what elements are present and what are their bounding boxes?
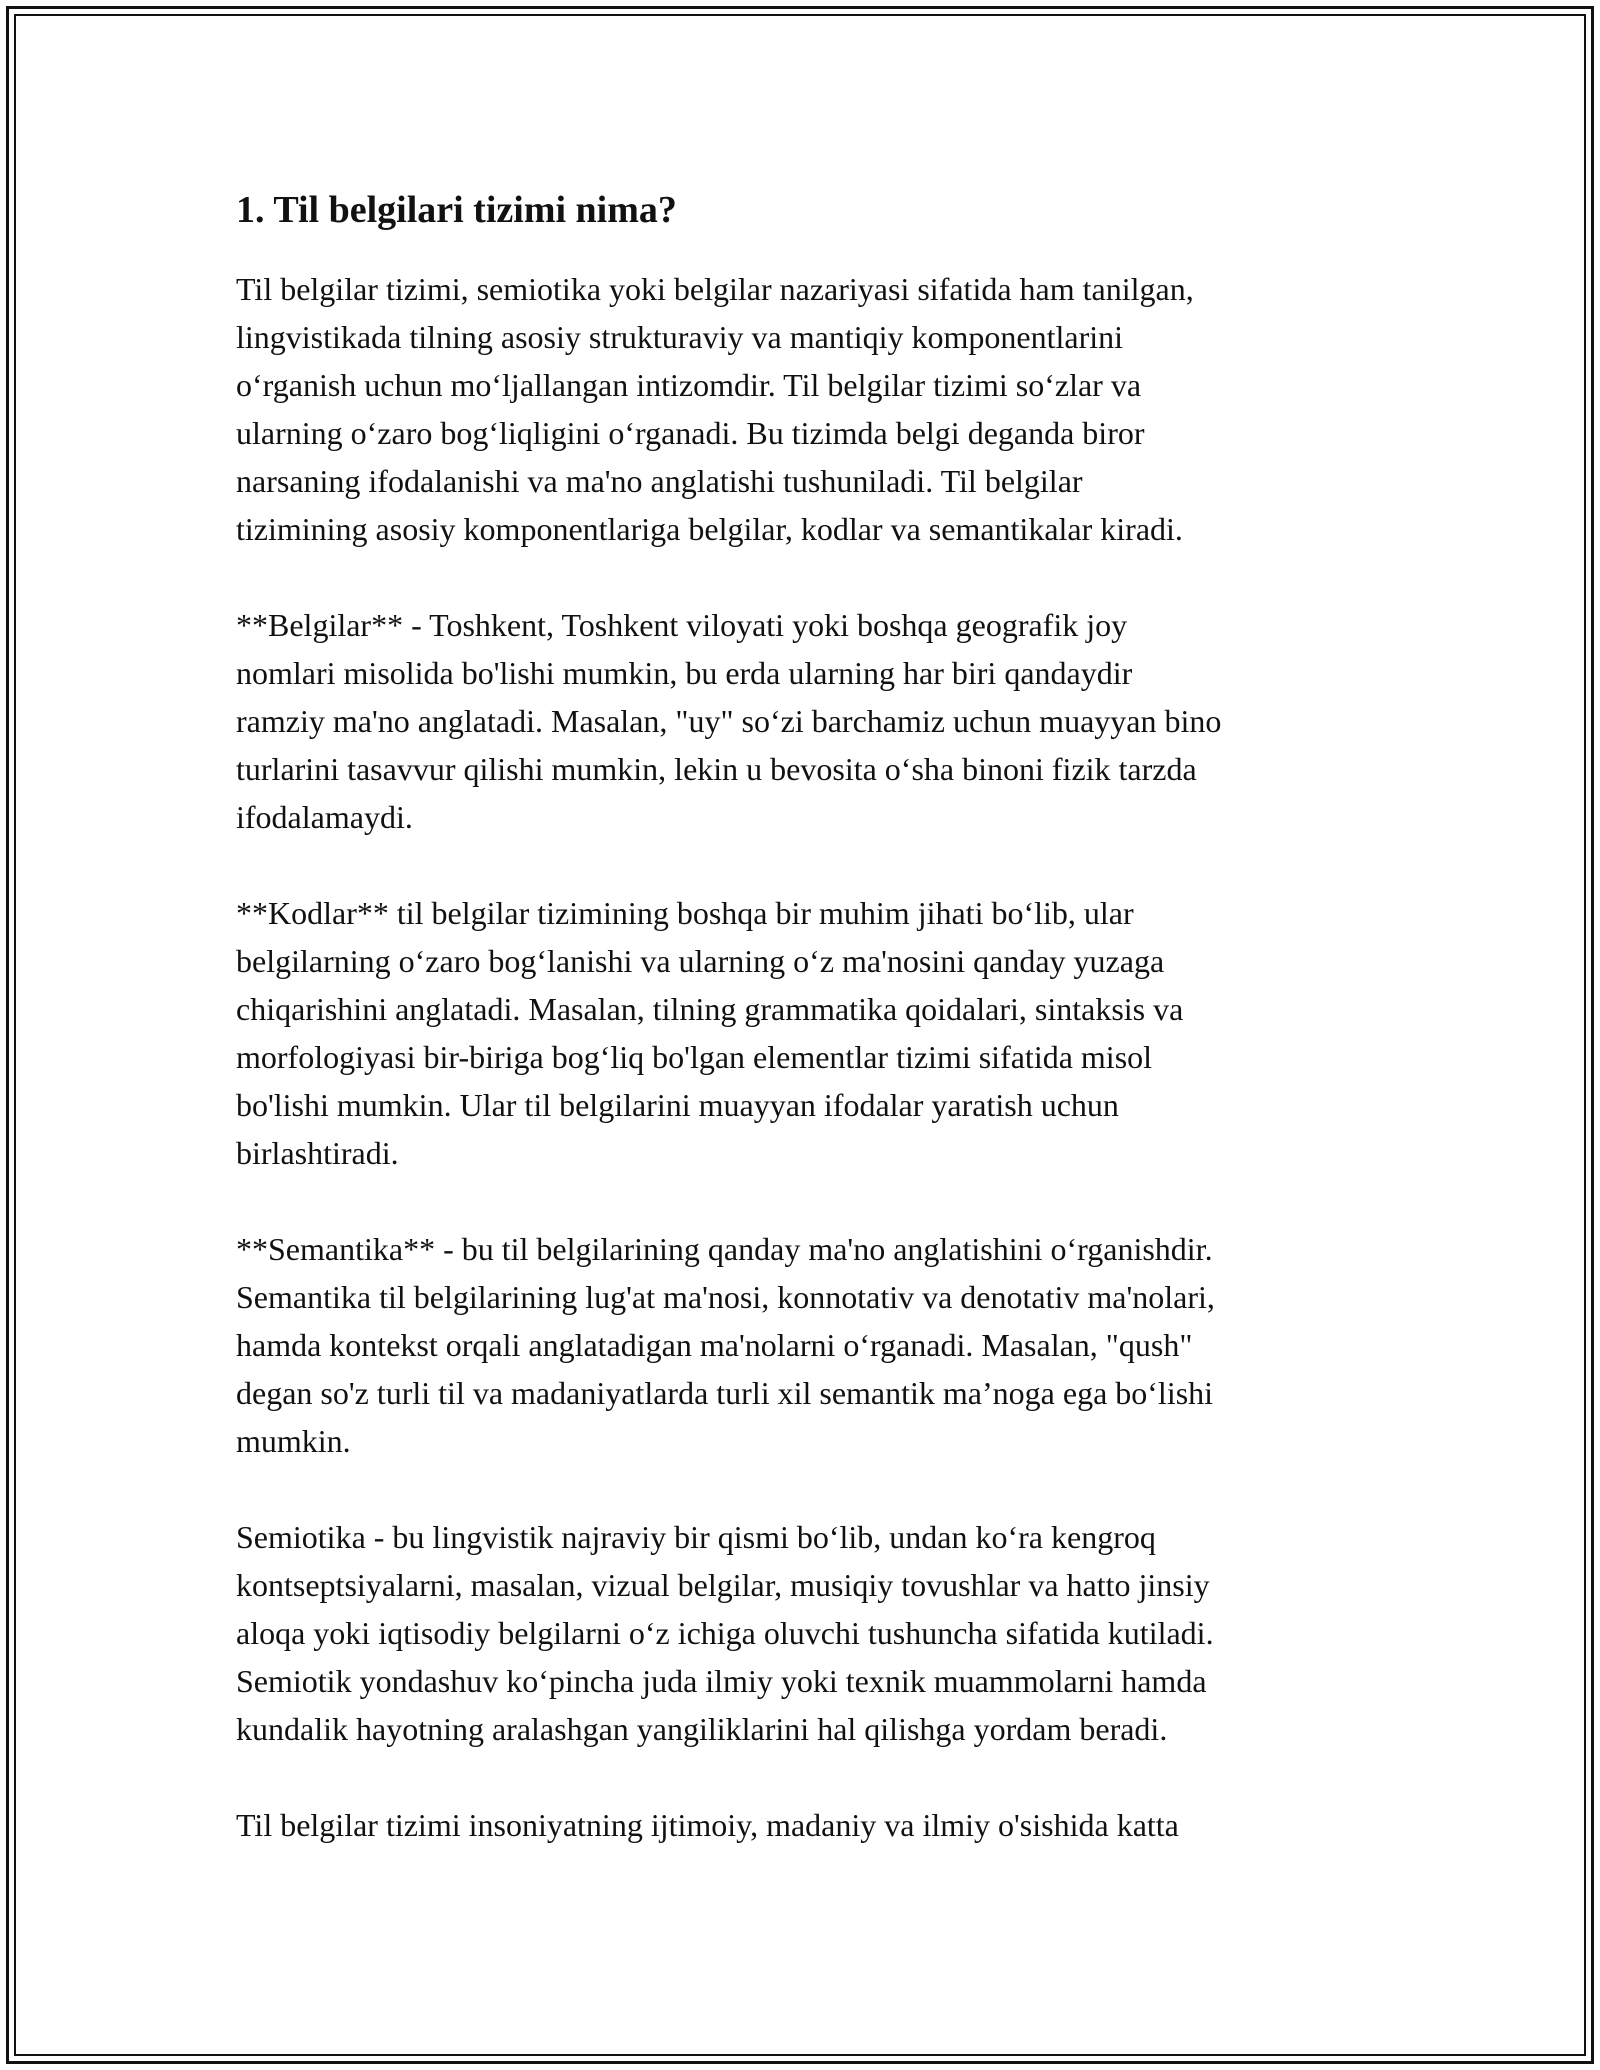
paragraph-semiotika	[236, 1513, 1386, 1753]
text-line: turlarini tasavvur qilishi mumkin, lekin u bevosita o‘sha binoni fizik tarzda	[236, 751, 1197, 788]
text-line: kontseptsiyalarni, masalan, vizual belgilar, musiqiy tovushlar va hatto jinsiy	[236, 1567, 1210, 1604]
paragraph-belgilar	[236, 601, 1386, 841]
text-line: narsaning ifodalanishi va ma'no anglatishi tushuniladi. Til belgilar	[236, 463, 1083, 500]
text-line: Semiotika - bu lingvistik najraviy bir qismi bo‘lib, undan ko‘ra kengroq	[236, 1519, 1156, 1556]
document-page	[236, 186, 1386, 1897]
text-line: ifodalamaydi.	[236, 799, 413, 836]
text-line: aloqa yoki iqtisodiy belgilarni o‘z ichiga oluvchi tushuncha sifatida kutiladi.	[236, 1615, 1214, 1652]
paragraph-intro	[236, 265, 1386, 553]
section-heading: 1. Til belgilari tizimi nima?	[236, 189, 677, 231]
text-line: mumkin.	[236, 1423, 351, 1460]
text-line: lingvistikada tilning asosiy strukturaviy va mantiqiy komponentlarini	[236, 319, 1123, 356]
text-line: nomlari misolida bo'lishi mumkin, bu erda ularning har biri qandaydir	[236, 655, 1133, 692]
text-line: Semantika til belgilarining lug'at ma'nosi, konnotativ va denotativ ma'nolari,	[236, 1279, 1215, 1316]
text-line: ramziy ma'no anglatadi. Masalan, "uy" so‘zi barchamiz uchun muayyan bino	[236, 703, 1222, 740]
text-line: Til belgilar tizimi insoniyatning ijtimoiy, madaniy va ilmiy o'sishida katta	[236, 1807, 1179, 1844]
text-line: Semiotik yondashuv ko‘pincha juda ilmiy yoki texnik muammolarni hamda	[236, 1663, 1207, 1700]
text-line: kundalik hayotning aralashgan yangiliklarini hal qilishga yordam beradi.	[236, 1711, 1168, 1748]
paragraph-kodlar	[236, 889, 1386, 1177]
text-line: ularning o‘zaro bog‘liqligini o‘rganadi. Bu tizimda belgi deganda biror	[236, 415, 1145, 452]
text-line: Til belgilar tizimi, semiotika yoki belgilar nazariyasi sifatida ham tanilgan,	[236, 271, 1194, 308]
text-line: morfologiyasi bir-biriga bog‘liq bo'lgan elementlar tizimi sifatida misol	[236, 1039, 1153, 1076]
paragraph-semantika	[236, 1225, 1386, 1465]
text-line: **Semantika** - bu til belgilarining qanday ma'no anglatishini o‘rganishdir.	[236, 1231, 1213, 1268]
text-line: degan so'z turli til va madaniyatlarda turli xil semantik ma’noga ega bo‘lishi	[236, 1375, 1214, 1412]
text-line: belgilarning o‘zaro bog‘lanishi va ularning o‘z ma'nosini qanday yuzaga	[236, 943, 1165, 980]
text-line: hamda kontekst orqali anglatadigan ma'nolarni o‘rganadi. Masalan, "qush"	[236, 1327, 1193, 1364]
paragraph-conclusion	[236, 1801, 1386, 1849]
text-line: o‘rganish uchun mo‘ljallangan intizomdir. Til belgilar tizimi so‘zlar va	[236, 367, 1142, 404]
text-line: **Kodlar** til belgilar tizimining boshqa bir muhim jihati bo‘lib, ular	[236, 895, 1134, 932]
text-line: bo'lishi mumkin. Ular til belgilarini muayyan ifodalar yaratish uchun	[236, 1087, 1119, 1124]
text-line: tizimining asosiy komponentlariga belgilar, kodlar va semantikalar kiradi.	[236, 511, 1183, 548]
text-line: chiqarishini anglatadi. Masalan, tilning grammatika qoidalari, sintaksis va	[236, 991, 1184, 1028]
text-line: birlashtiradi.	[236, 1135, 399, 1172]
text-line: **Belgilar** - Toshkent, Toshkent viloyati yoki boshqa geografik joy	[236, 607, 1128, 644]
